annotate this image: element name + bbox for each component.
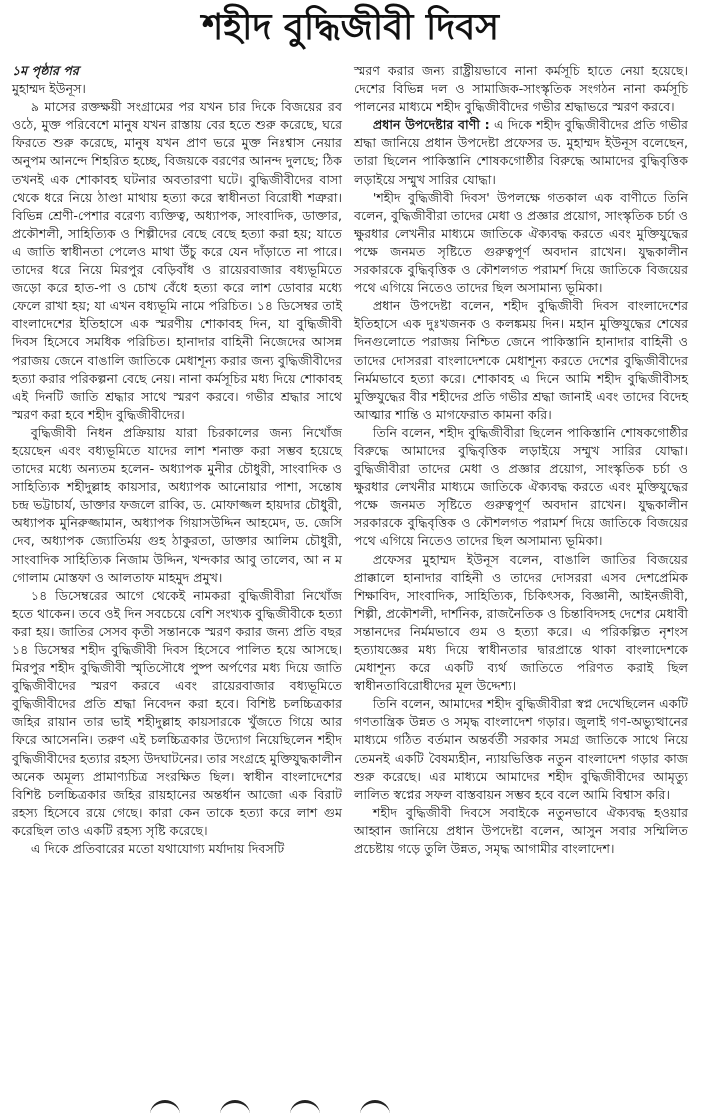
- paragraph-r2: প্রধান উপদেষ্টা বলেন, শহীদ বুদ্ধিজীবী দিবস বাংলাদেশের ইতিহাসে এক দুঃখজনক ও কলঙ্কময় দিন। মহান মুক্তিযুদ্ধের শেষের দিনগুলোতে পরাজয় নিশ্চিত জেনে পাকিস্তানি হানাদার বাহিনী ও তাদের দোসররা বাংলাদেশকে মেধাশূন্য করতে দেশের বুদ্ধিজীবীদের নির্মমভাবে হত্যা করে। শোকাবহ এ দিনে আমি শহীদ বুদ্ধিজীবীসহ মুক্তিযুদ্ধের বীর শহীদের প্রতি গভীর শ্রদ্ধা জানাই এবং তাদের বিদেহ আত্মার শান্তি ও মাগফেরাত কামনা করি।: [354, 298, 688, 422]
- right-column: [354, 62, 688, 858]
- paragraph-r1: 'শহীদ বুদ্ধিজীবী দিবস' উপলক্ষে গতকাল এক বাণীতে তিনি বলেন, বুদ্ধিজীবীরা তাদের মেধা ও প্রজ্ঞার প্রয়োগ, সাংস্কৃতিক চর্চা ও ক্ষুরধার লেখনীর মাধ্যমে জাতিকে ঐক্যবদ্ধ করতে এবং মুক্তিযুদ্ধের পক্ষে জনমত সৃষ্টিতে গুরুত্বপূর্ণ অবদান রাখেন। যুদ্ধকালীন সরকারকে বুদ্ধিবৃত্তিক ও কৌশলগত পরামর্শ দিয়ে জাতিকে বিজয়ের পথে এগিয়ে নিতেও তাদের ছিল অসামান্য ভূমিকা।: [354, 189, 688, 296]
- paragraph-3: বুদ্ধিজীবী নিধন প্রক্রিয়ায় যারা চিরকালের জন্য নিখোঁজ হয়েছেন এবং বধ্যভূমিতে যাদের লাশ শনাক্ত করা সম্ভব হয়েছে তাদের মধ্যে অন্যতম হলেন- অধ্যাপক মুনীর চৌধুরী, সাংবাদিক ও সাহিত্যিক শহীদুল্লাহ কায়সার, অধ্যাপক আনোয়ার পাশা, সন্তোষ চন্দ্র ভট্টাচার্য, ডাক্তার ফজলে রাব্বি, ড. মোফাজ্জল হায়দার চৌধুরী, অধ্যাপক মুনিরুজ্জামান, অধ্যাপক গিয়াসউদ্দিন আহমেদ, ড. জেসি দেব, অধ্যাপক জ্যোতির্ময় গুহ ঠাকুরতা, ডাক্তার আলিম চৌধুরী, সাংবাদিক সাহিত্যিক নিজাম উদ্দিন, খন্দকার আবু তালেব, আ ন ম গোলাম মোস্তফা ও আলতাফ মাহমুদ প্রমুখ।: [12, 424, 342, 585]
- chief-adviser-message-paragraph: [354, 116, 688, 188]
- paragraph-text: মুহাম্মদ ইউনূস।: [12, 81, 86, 97]
- paragraph-r3: তিনি বলেন, শহীদ বুদ্ধিজীবীরা ছিলেন পাকিস্তানি শোষকগোষ্ঠীর বিরুদ্ধে আমাদের বুদ্ধিবৃত্তিক লড়াইয়ে সম্মুখ সারির যোদ্ধা। বুদ্ধিজীবীরা তাদের মেধা ও প্রজ্ঞার প্রয়োগ, সাংস্কৃতিক চর্চা ও ক্ষুরধার লেখনীর মাধ্যমে জাতিকে ঐক্যবদ্ধ করতে এবং মুক্তিযুদ্ধের পক্ষে জনমত সৃষ্টিতে গুরুত্বপূর্ণ অবদান রাখেন। যুদ্ধকালীন সরকারকে বুদ্ধিবৃত্তিক ও কৌশলগত পরামর্শ দিয়ে জাতিকে বিজয়ের পথে এগিয়ে নিতেও তাদের ছিল অসামান্য ভূমিকা।: [354, 424, 688, 549]
- paragraph-r5: তিনি বলেন, আমাদের শহীদ বুদ্ধিজীবীরা স্বপ্ন দেখেছিলেন একটি গণতান্ত্রিক উন্নত ও সমৃদ্ধ বাংলাদেশ গড়ার। জুলাই গণ-অভ্যুত্থানের মাধ্যমে গঠিত বর্তমান অন্তর্বর্তী সরকার সমগ্র জাতিকে সাথে নিয়ে তেমনই একটি বৈষম্যহীন, ন্যায়ভিত্তিক নতুন বাংলাদেশ গড়ার কাজ শুরু করেছে। এর মাধ্যমে আমাদের শহীদ বুদ্ধিজীবীদের আমৃত্যু লালিত স্বপ্নের সফল বাস্তবায়ন সম্ভব হবে বলে আমি বিশ্বাস করি।: [354, 696, 688, 802]
- paragraph-r6: শহীদ বুদ্ধিজীবী দিবসে সবাইকে নতুনভাবে ঐক্যবদ্ধ হওয়ার আহ্বান জানিয়ে প্রধান উপদেষ্টা বলেন, আসুন সবার সম্মিলিত প্রচেষ্টায় গড়ে তুলি উন্নত, সমৃদ্ধ আগামীর বাংলাদেশ।: [354, 804, 688, 857]
- paragraph-1: [12, 62, 342, 98]
- article-headline: শহীদ বুদ্ধিজীবী দিবস: [201, 7, 500, 48]
- cropped-next-headline: [150, 1100, 550, 1113]
- continuation-paragraph: স্মরণ করার জন্য রাষ্ট্রীয়ভাবে নানা কর্মসূচি হাতে নেয়া হয়েছে। দেশের বিভিন্ন দল ও সামাজিক-সাংস্কৃতিক সংগঠন নানা কর্মসূচি পালনের মাধ্যমে শহীদ বুদ্ধিজীবীদের গভীর শ্রদ্ধাভরে স্মরণ করবে।: [354, 63, 688, 115]
- paragraph-5: এ দিকে প্রতিবারের মতো যথাযোগ্য মর্যাদায় দিবসটি: [30, 841, 285, 857]
- subhead-text: এ দিকে শহীদ বুদ্ধিজীবীদের প্রতি গভীর শ্রদ্ধা জানিয়ে প্রধান উপদেষ্টা প্রফেসর ড. মুহাম্মদ ইউনূস বলেছেন, তারা ছিলেন পাকিস্তানি শোষকগোষ্ঠীর বিরুদ্ধে আমাদের বুদ্ধিবৃত্তিক লড়াইয়ে সম্মুখ সারির যোদ্ধা।: [354, 117, 688, 187]
- paragraph-4: ১৪ ডিসেম্বরের আগে থেকেই নামকরা বুদ্ধিজীবীরা নিখোঁজ হতে থাকেন। তবে ওই দিন সবচেয়ে বেশি সংখ্যক বুদ্ধিজীবীকে হত্যা করা হয়। জাতির সেসব কৃতী সন্তানকে স্মরণ করার জন্য প্রতি বছর ১৪ ডিসেম্বর শহীদ বুদ্ধিজীবী দিবস হিসেবে পালিত হয়ে আসছে। মিরপুর শহীদ বুদ্ধিজীবী স্মৃতিসৌধে পুষ্প অর্পণের মধ্য দিয়ে জাতি বুদ্ধিজীবীদের স্মরণ করবে এবং রায়েরবাজার বধ্যভূমিতে বুদ্ধিজীবীদের প্রতি শ্রদ্ধা নিবেদন করা হবে। বিশিষ্ট চলচ্চিত্রকার জহির রায়ান তার ভাই শহীদুল্লাহ কায়সারকে খুঁজতে গিয়ে আর ফিরে আসেননি। তরুণ এই চলচ্চিত্রকার উদ্যোগ নিয়েছিলেন শহীদ বুদ্ধিজীবীদের হত্যার রহস্য উদঘাটনের। তার সংগ্রহে মুক্তিযুদ্ধকালীন অনেক অমূল্য প্রামাণ্যচিত্র সংরক্ষিত ছিল। স্বাধীন বাংলাদেশের বিশিষ্ট চলচ্চিত্রকার জহির রায়হানের অন্তর্ধান আজো এক বিরাট রহস্য হিসেবে রয়ে গেছে। কারা কেন তাকে হত্যা করে লাশ গুম করেছিল তাও একটি রহস্য সৃষ্টি করেছে।: [12, 587, 342, 838]
- paragraph-2: ৯ মাসের রক্তক্ষয়ী সংগ্রামের পর যখন চার দিকে বিজয়ের রব ওঠে, মুক্ত পরিবেশে মানুষ যখন রাস্তায় বের হতে শুরু করেছে, ঘরে ফিরতে শুরু করেছে, মানুষ যখন প্রাণ ভরে মুক্ত নিঃশ্বাস নেয়ার অনুপম আনন্দে শিহরিত হচ্ছে, বিজয়কে বরণের আনন্দ দুলছে; ঠিক তখনই এক শোকাবহ ঘটনার অবতারণা ঘটে। বুদ্ধিজীবীদের বাসা থেকে ধরে নিয়ে ঠাণ্ডা মাথায় হত্যা করে স্বাধীনতা বিরোধী শত্রুরা। বিভিন্ন শ্রেণী-পেশার বরেণ্য ব্যক্তিত্ব, অধ্যাপক, সাংবাদিক, ডাক্তার, প্রকৌশলী, সাহিত্যিক ও শিল্পীদের বেছে বেছে হত্যা করা হয়; যাতে এ জাতি স্বাধীনতা পেলেও মাথা উঁচু করে যেন দাঁড়াতে না পারে। তাদের ধরে নিয়ে মিরপুর বেড়িবাঁধ ও রায়েরবাজার বধ্যভূমিতে জড়ো করে হাত-পা ও চোখ বেঁধে হত্যা করে লাশ ডোবার মধ্যে ফেলে রাখা হয়; যা এখন বধ্যভূমি নামে পরিচিত। ১৪ ডিসেম্বর তাই বাংলাদেশের ইতিহাসে এক স্মরণীয় শোকাবহ দিন, যা বুদ্ধিজীবী দিবস হিসেবে সমধিক পরিচিত। হানাদার বাহিনী নিজেদের আসন্ন পরাজয় জেনে বাঙালি জাতিকে মেধাশূন্য করার জন্য বুদ্ধিজীবীদের হত্যা করার পরিকল্পনা বেছে নেয়। নানা কর্মসূচির মধ্য দিয়ে শোকাবহ এই দিনটি জাতি শ্রদ্ধার সাথে স্মরণ করবে। গভীর শ্রদ্ধার সাথে স্মরণ করা হবে শহীদ বুদ্ধিজীবীদের।: [12, 99, 342, 422]
- left-column: [12, 62, 342, 858]
- paragraph-r4: প্রফেসর মুহাম্মদ ইউনূস বলেন, বাঙালি জাতির বিজয়ের প্রাক্কালে হানাদার বাহিনী ও তাদের দোসররা এসব দেশপ্রেমিক শিক্ষাবিদ, সাংবাদিক, সাহিত্যিক, চিকিৎসক, বিজ্ঞানী, আইনজীবী, শিল্পী, প্রকৌশলী, দার্শনিক, রাজনৈতিক ও চিন্তাবিদসহ দেশের মেধাবী সন্তানদের নির্মমভাবে গুম ও হত্যা করে। এ পরিকল্পিত নৃশংস হত্যাযজ্ঞের মধ্য দিয়ে স্বাধীনতার দ্বারপ্রান্তে থাকা বাংলাদেশকে মেধাশূন্য করে একটি ব্যর্থ জাতিতে পরিণত করাই ছিল স্বাধীনতাবিরোধীদের মূল উদ্দেশ্য।: [354, 551, 688, 694]
- subhead: প্রধান উপদেষ্টার বাণী :: [372, 117, 490, 133]
- continued-from-page-kicker: ১ম পৃষ্ঠার পর: [12, 63, 79, 78]
